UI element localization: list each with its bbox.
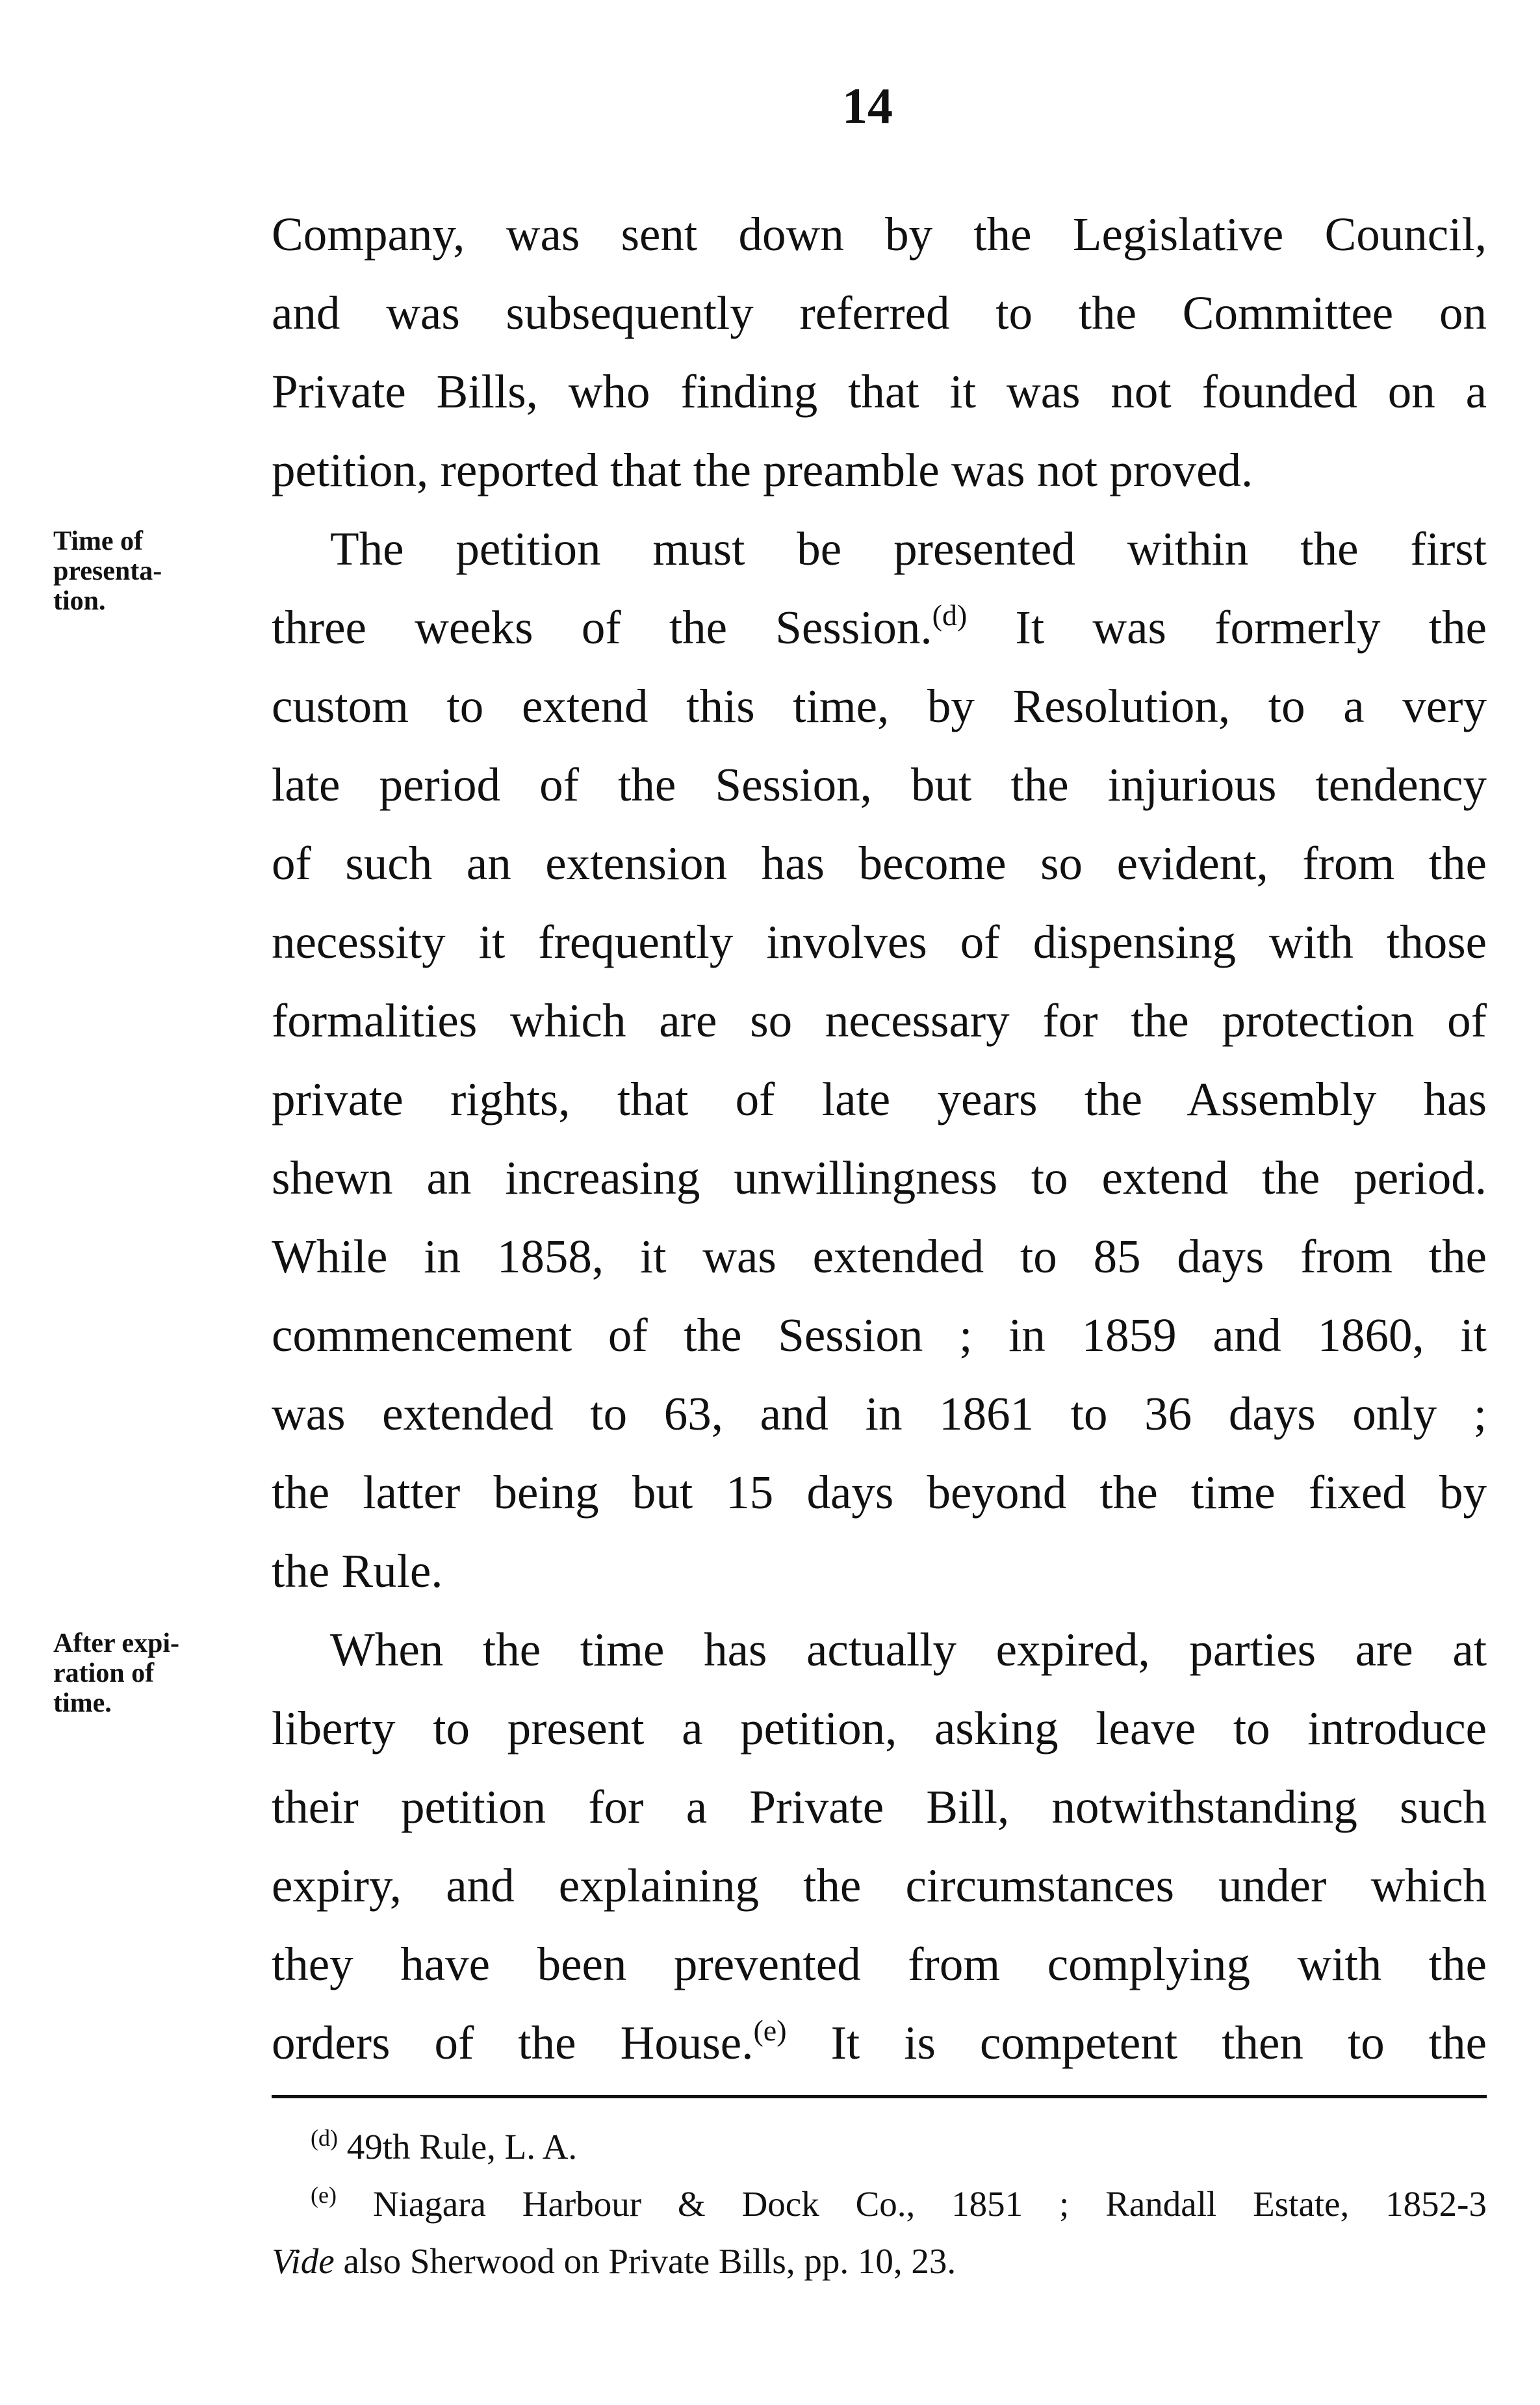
text-line: formalities which are so necessary for the protection of [272, 994, 1487, 1047]
text-line: private rights, that of late years the Assembly has [272, 1073, 1487, 1125]
footnote-mark: (d) [311, 2125, 338, 2151]
text-line: commencement of the Session ; in 1859 and 1860, it [272, 1309, 1487, 1361]
margin-note-line: ration of [53, 1658, 155, 1688]
margin-note-line: presenta- [53, 556, 162, 586]
text-line: expiry, and explaining the circumstances under which [272, 1859, 1487, 1912]
text-line: they have been prevented from complying with the [272, 1938, 1487, 1990]
footnote-text: Niagara Harbour & Dock Co., 1851 ; Randall Estate, 1852-3 [336, 2184, 1487, 2224]
margin-note-line: After expi- [53, 1628, 179, 1658]
margin-note-line: Time of [53, 526, 144, 556]
footnote-text: also Sherwood on Private Bills, pp. 10, 23. [334, 2241, 956, 2281]
text-line: the Rule. [272, 1545, 443, 1597]
margin-note-line: tion. [53, 586, 106, 616]
text-line: necessity it frequently involves of dispensing with those [272, 916, 1487, 968]
text-line [272, 2003, 1487, 2082]
margin-note-after-expiration [53, 1628, 248, 1718]
text-line: petition, reported that the preamble was not proved. [272, 444, 1253, 496]
text-line [272, 588, 1487, 667]
text-line: When the time has actually expired, parties are at [330, 1623, 1487, 1676]
text-run: It was formerly the [967, 601, 1487, 654]
margin-note-line: time. [53, 1688, 112, 1718]
footnote-e [272, 2176, 1487, 2233]
text-run: It is competent then to the [786, 2016, 1487, 2069]
footnote-e-continued [272, 2233, 1487, 2290]
text-line: and was subsequently referred to the Committee on [272, 287, 1487, 339]
text-line: Company, was sent down by the Legislative Council, [272, 208, 1487, 261]
text-line: late period of the Session, but the injurious tendency [272, 758, 1487, 811]
footnote-text: 49th Rule, L. A. [337, 2127, 578, 2167]
text-run: three weeks of the Session. [272, 601, 932, 654]
text-line: shewn an increasing unwillingness to extend the period. [272, 1151, 1487, 1204]
footnote-d [272, 2118, 1487, 2176]
text-line: Private Bills, who finding that it was not founded on a [272, 365, 1487, 418]
text-line: of such an extension has become so evident, from the [272, 837, 1487, 890]
footnote-marker-e: (e) [753, 2014, 787, 2047]
body-text [272, 195, 1487, 2082]
footnote-divider [272, 2095, 1487, 2098]
text-line: their petition for a Private Bill, notwithstanding such [272, 1781, 1487, 1833]
text-line: was extended to 63, and in 1861 to 36 days only ; [272, 1387, 1487, 1440]
footnote-mark: (e) [311, 2182, 337, 2208]
footnote-marker-d: (d) [932, 598, 968, 632]
text-line: While in 1858, it was extended to 85 days from the [272, 1230, 1487, 1283]
text-line: custom to extend this time, by Resolution, to a very [272, 680, 1487, 732]
margin-note-time-of-presentation [53, 526, 248, 616]
text-line: liberty to present a petition, asking leave to introduce [272, 1702, 1487, 1755]
page-number: 14 [842, 77, 893, 134]
text-line: the latter being but 15 days beyond the time fixed by [272, 1466, 1487, 1519]
text-line: The petition must be presented within the first [330, 522, 1487, 575]
text-run: orders of the House. [272, 2016, 754, 2069]
footnote-vide: Vide [272, 2241, 335, 2281]
footnotes [272, 2118, 1487, 2290]
